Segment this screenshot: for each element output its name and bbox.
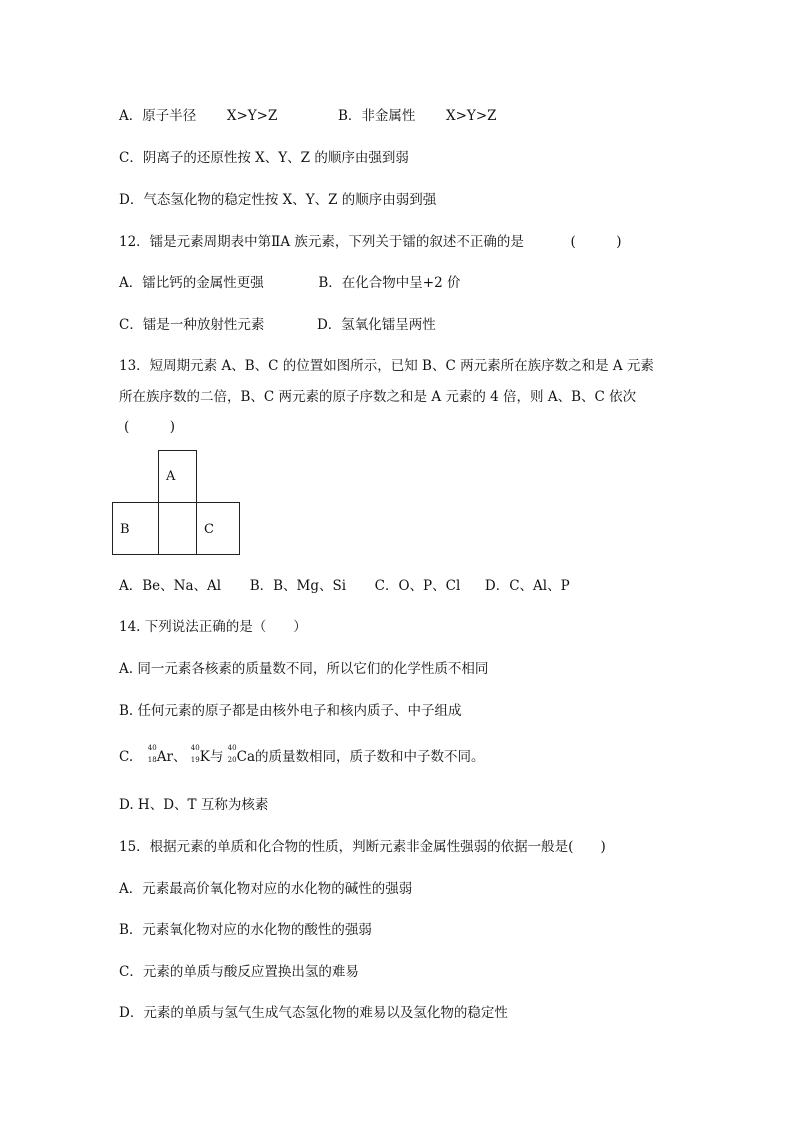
q12-option-a: A．镭比钙的金属性更强 <box>119 275 264 291</box>
q12-stem <box>119 230 622 250</box>
grid-label-b: B <box>120 522 130 537</box>
q14-option-c <box>119 745 485 765</box>
grid-label-a: A <box>166 469 176 484</box>
q14-option-c-suffix: 的质量数相同，质子数和中子数不同。 <box>255 749 485 765</box>
grid-cell-b <box>112 502 159 555</box>
q13-stem-line-2: 所在族序数的二倍，B、C 两元素的原子序数之和是 A 元素的 4 倍，则 A、B、C 依次 <box>119 389 637 405</box>
q13-option-a: A．Be、Na、Al <box>119 578 222 594</box>
q15-option-c: C．元素的单质与酸反应置换出氢的难易 <box>119 964 359 980</box>
nuclide-argon <box>147 744 173 765</box>
potassium-mass-number: 40 <box>190 744 200 752</box>
q12-option-row-cd <box>119 313 436 333</box>
calcium-symbol: Ca <box>236 749 256 765</box>
q14-option-d: D. H、D、T 互称为核素 <box>119 797 269 813</box>
q15-stem: 15．根据元素的单质和化合物的性质，判断元素非金属性强弱的依据一般是( ) <box>119 839 606 855</box>
potassium-atomic-number: 19 <box>190 756 200 764</box>
q12-option-b: B．在化合物中呈+2 价 <box>318 275 461 291</box>
q11-option-c: C．阴离子的还原性按 X、Y、Z 的顺序由强到弱 <box>119 150 409 166</box>
nuclide-separator: 、 <box>172 749 187 765</box>
q13-option-d: D．C、Al、P <box>484 578 570 594</box>
q12-option-d: D．氢氧化镭呈两性 <box>316 317 436 333</box>
calcium-mass-number: 40 <box>227 744 237 752</box>
q13-options <box>119 574 570 594</box>
q13-stem-line-1: 13．短周期元素 A、B、C 的位置如图所示，已知 B、C 两元素所在族序数之和是 A 元素 <box>119 358 654 374</box>
q12-option-row-ab <box>119 271 460 291</box>
q14-option-c-prefix: C. <box>119 749 134 765</box>
q12-option-c: C．镭是一种放射性元素 <box>119 317 265 333</box>
q15-option-d: D．元素的单质与氢气生成气态氢化物的难易以及氢化物的稳定性 <box>119 1005 508 1021</box>
argon-symbol: Ar <box>156 749 173 765</box>
q14-option-a: A. 同一元素各核素的质量数不同，所以它们的化学性质不相同 <box>119 661 489 677</box>
grid-label-c: C <box>204 522 214 537</box>
q13-answer-blank: ( ) <box>124 419 176 435</box>
potassium-symbol: K <box>199 749 210 765</box>
q11-option-row-ab <box>119 104 497 124</box>
nuclide-conjunction: 与 <box>209 749 224 765</box>
argon-atomic-number: 18 <box>147 756 157 764</box>
nuclide-calcium <box>227 744 256 765</box>
q11-option-a-label: A．原子半径 <box>119 108 197 124</box>
grid-cell-a <box>158 450 197 503</box>
argon-mass-number: 40 <box>147 744 157 752</box>
q14-option-b: B. 任何元素的原子都是由核外电子和核内质子、中子组成 <box>119 703 462 719</box>
q11-option-b-label: B．非金属性 <box>337 108 416 124</box>
q14-stem: 14. 下列说法正确的是（ ） <box>119 619 307 635</box>
grid-cell-empty <box>158 502 197 555</box>
q13-option-b: B．B、Mg、Si <box>249 578 347 594</box>
q12-answer-blank: ( ) <box>570 234 622 250</box>
q11-option-d: D．气态氢化物的稳定性按 X、Y、Z 的顺序由弱到强 <box>119 192 437 208</box>
q11-option-a-value: X>Y>Z <box>226 108 278 124</box>
q15-option-a: A．元素最高价氧化物对应的水化物的碱性的强弱 <box>119 881 413 897</box>
q15-option-b: B．元素氧化物对应的水化物的酸性的强弱 <box>119 922 372 938</box>
grid-cell-c <box>196 502 240 555</box>
q13-option-c: C．O、P、Cl <box>374 578 461 594</box>
calcium-atomic-number: 20 <box>227 756 237 764</box>
nuclide-potassium <box>190 744 210 765</box>
q12-stem-text: 12．镭是元素周期表中第ⅡA 族元素，下列关于镭的叙述不正确的是 <box>119 234 524 250</box>
q11-option-b-value: X>Y>Z <box>445 108 497 124</box>
